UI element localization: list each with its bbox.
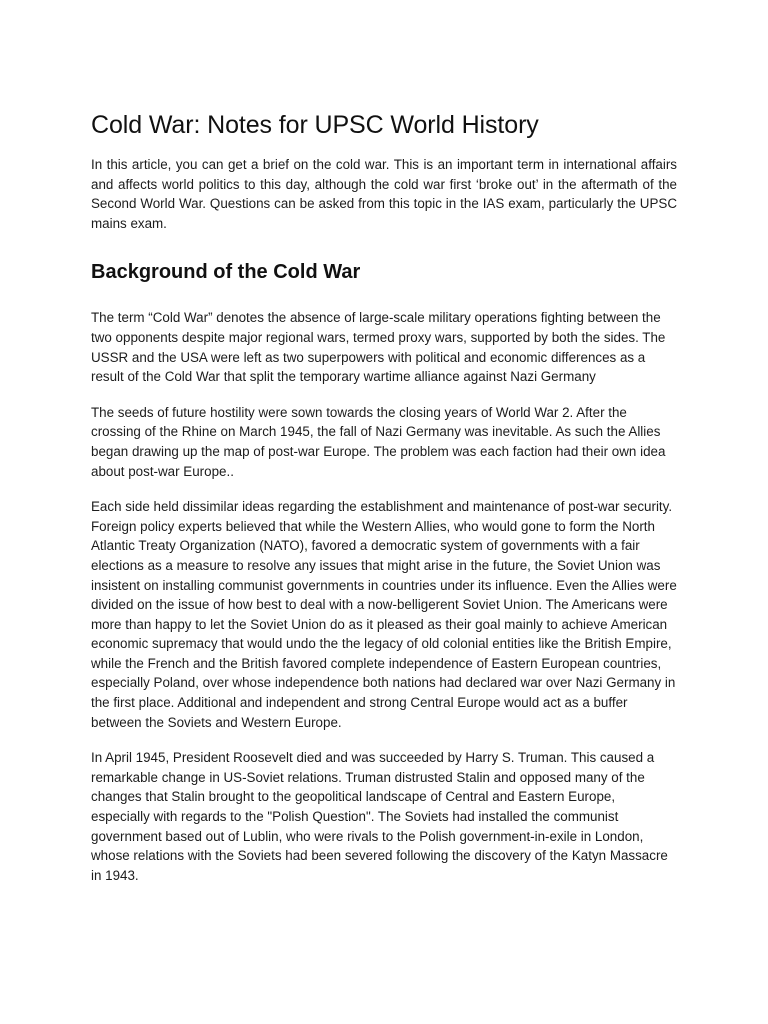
body-paragraph-3: Each side held dissimilar ideas regarding the establishment and maintenance of post-war security. Foreign policy experts believed that while the Western Allies, who would gone to form the North Atlantic Treaty Organization (NATO), favored a democratic system of governments with a fair elections as a measure to resolve any issues that might arise in the future, the Soviet Union was insistent on installing communist governments in countries under its influence. Even the Allies were divided on the issue of how best to deal with a now-belligerent Soviet Union. The Americans were more than happy to let the Soviet Union do as it pleased as their goal mainly to achieve American economic supremacy that would undo the the legacy of old colonial entities like the British Empire, while the French and the British favored complete independence of Eastern European countries, especially Poland, over whose independence both nations had declared war over Nazi Germany in the first place. Additional and independent and strong Central Europe would act as a buffer between the Soviets and Western Europe.	[91, 499, 677, 730]
body-paragraph-1: The term “Cold War” denotes the absence of large-scale military operations fighting between the two opponents despite major regional wars, termed proxy wars, supported by both the sides. The USSR and the USA were left as two superpowers with political and economic differences as a result of the Cold War that split the temporary wartime alliance against Nazi Germany	[91, 310, 666, 385]
body-paragraph-2: The seeds of future hostility were sown towards the closing years of World War 2. After the crossing of the Rhine on March 1945, the fall of Nazi Germany was inevitable. As such the Allies began drawing up the map of post-war Europe. The problem was each faction had their own idea about post-war Europe..	[91, 404, 666, 479]
intro-paragraph: In this article, you can get a brief on the cold war. This is an important term in international affairs and affects world politics to this day, although the cold war first ‘broke out’ in the aftermath of the Second World War. Questions can be asked from this topic in the IAS exam, particularly the UPSC mains exam.	[91, 157, 677, 231]
body-paragraph-4: In April 1945, President Roosevelt died and was succeeded by Harry S. Truman. This caused a remarkable change in US-Soviet relations. Truman distrusted Stalin and opposed many of the changes that Stalin brought to the geopolitical landscape of Central and Eastern Europe, especially with regards to the "Polish Question". The Soviets had installed the communist government based out of Lublin, who were rivals to the Polish government-in-exile in London, whose relations with the Soviets had been severed following the discovery of the Katyn Massacre in 1943.	[91, 750, 668, 883]
document-title: Cold War: Notes for UPSC World History	[91, 111, 539, 139]
document-content	[91, 108, 677, 885]
section-heading: Background of the Cold War	[91, 261, 361, 284]
